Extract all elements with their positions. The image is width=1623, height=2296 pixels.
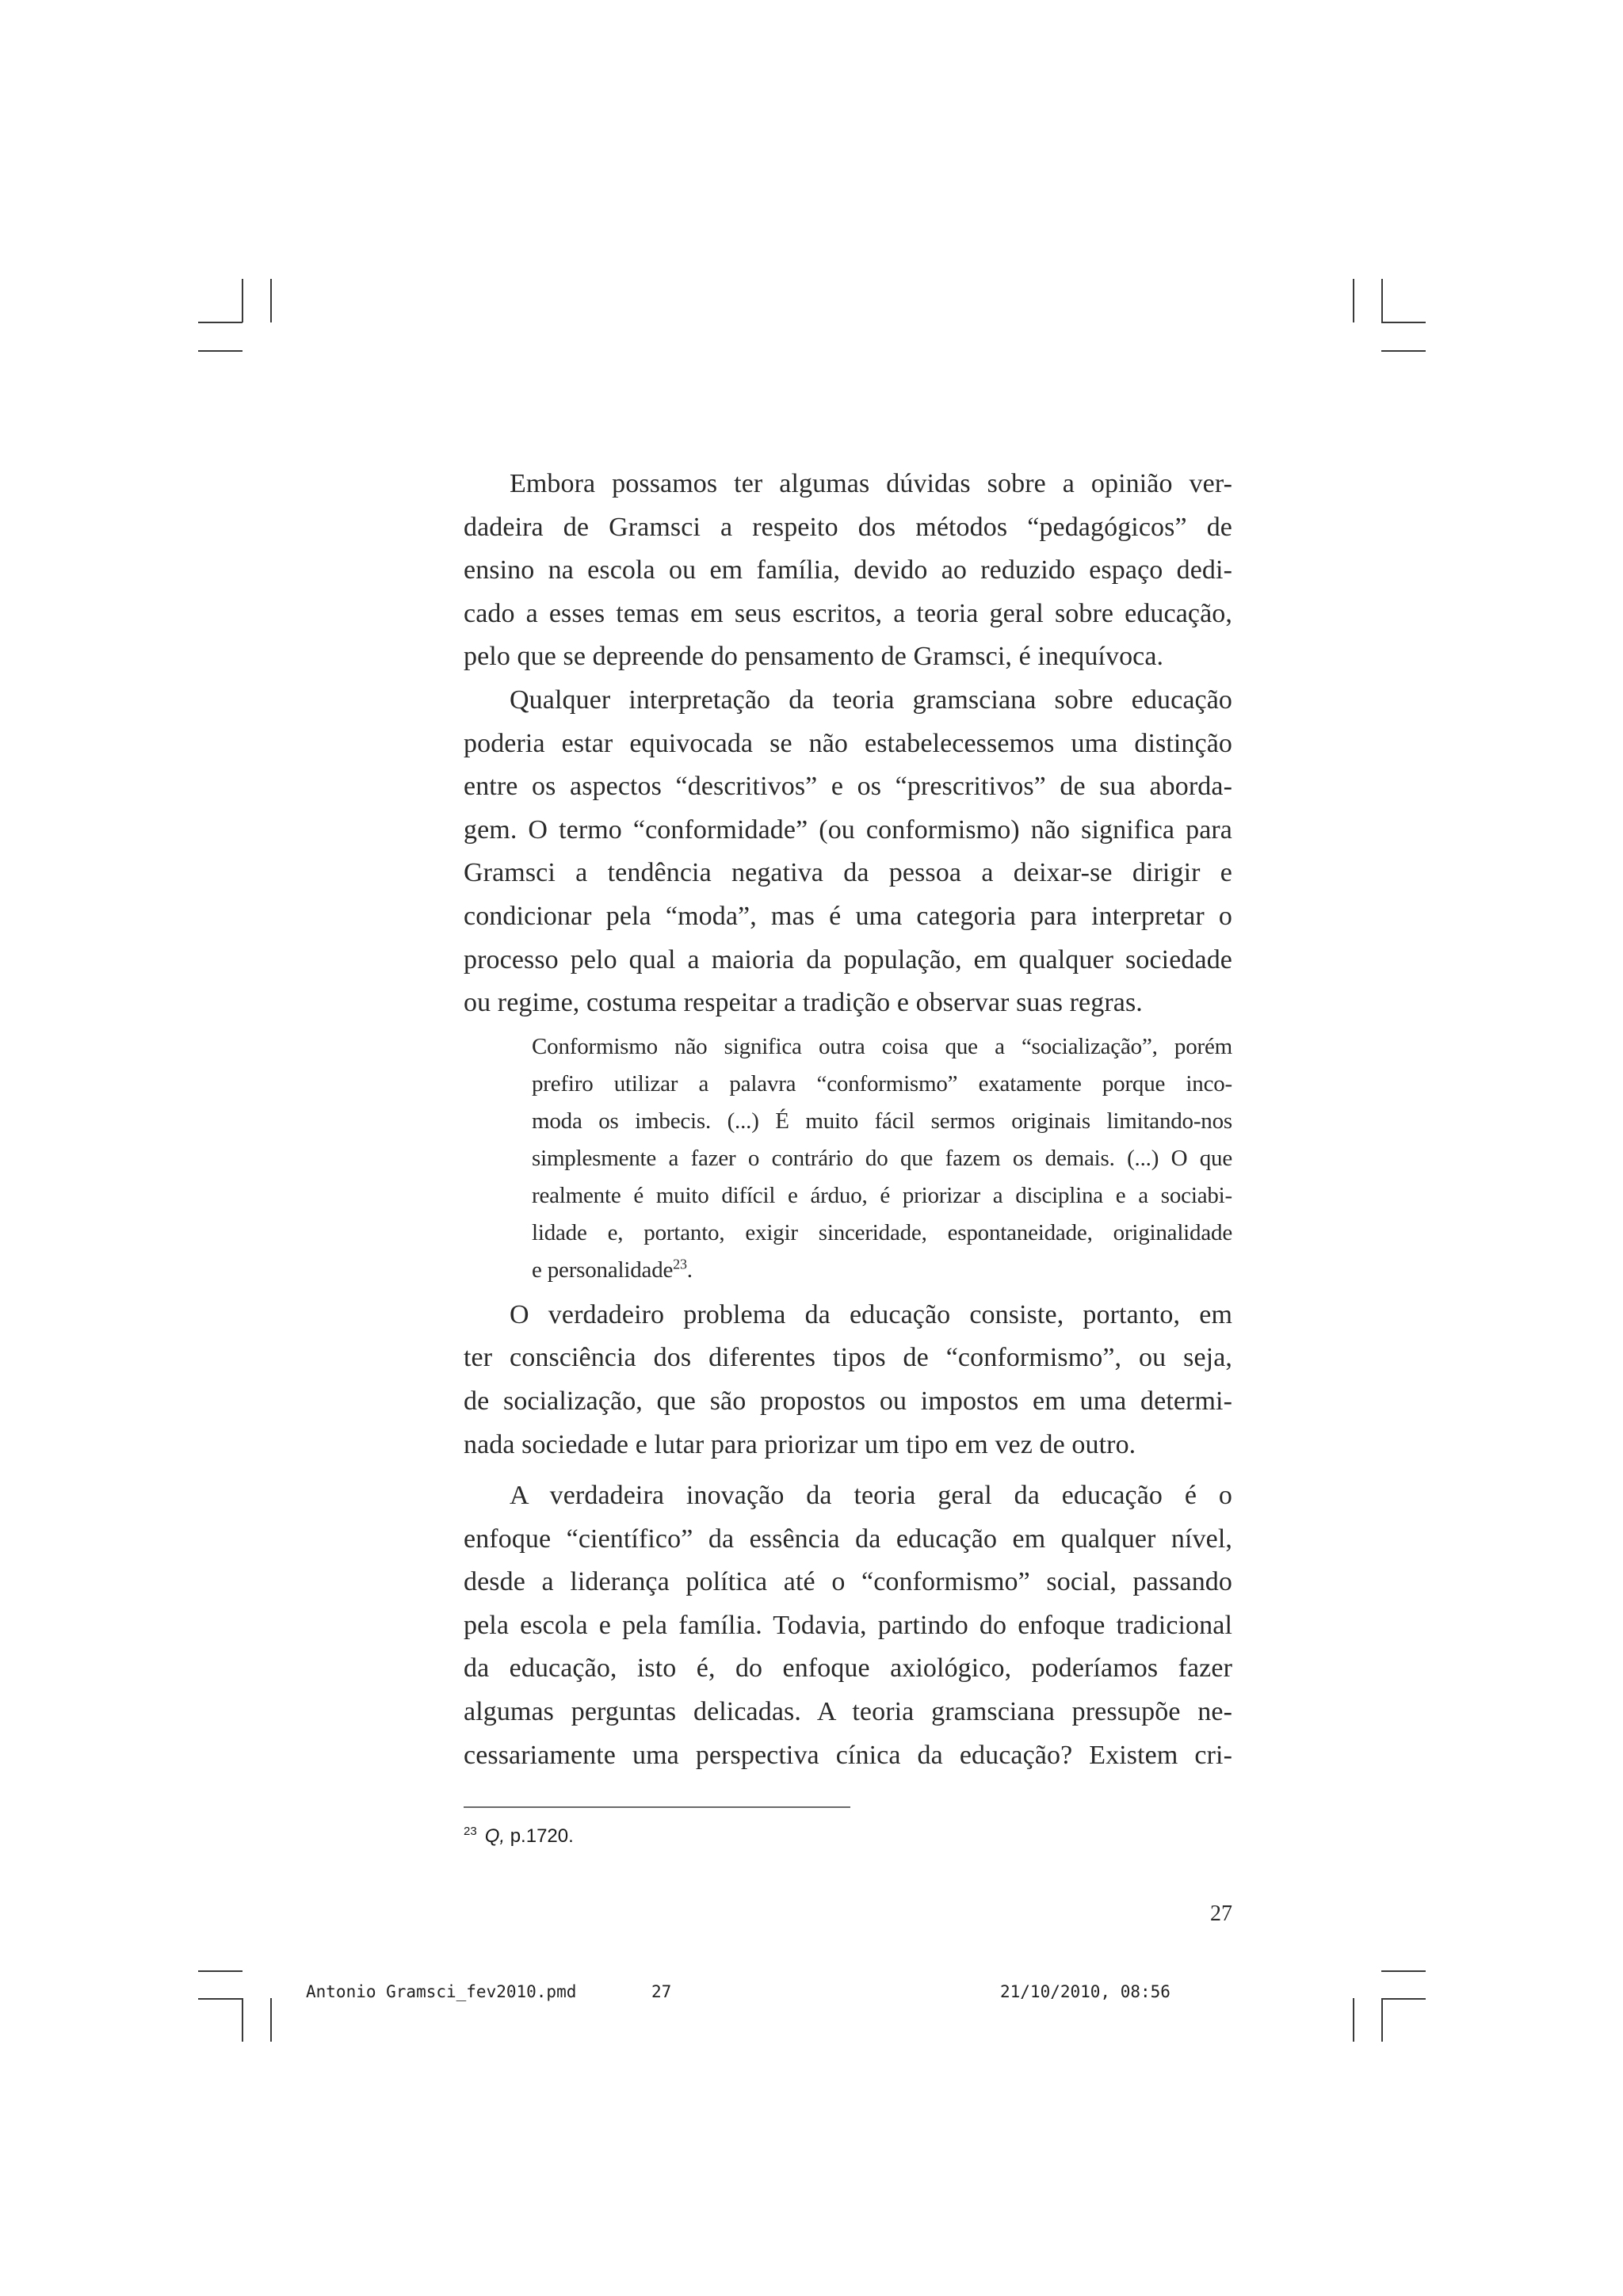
- crop-mark: [270, 279, 272, 322]
- text-line: desde a liderança política até o “conformismo” social, passando: [464, 1567, 1232, 1597]
- crop-mark: [1381, 1970, 1426, 1972]
- crop-mark: [198, 322, 242, 323]
- text-line: Gramsci a tendência negativa da pessoa a deixar-se dirigir e: [464, 858, 1232, 888]
- crop-mark: [1353, 279, 1354, 322]
- text-line: ter consciência dos diferentes tipos de “conformismo”, ou seja,: [464, 1343, 1232, 1373]
- crop-mark: [1381, 1998, 1426, 2000]
- footnote-rule: [464, 1806, 850, 1808]
- text-line: ensino na escola ou em família, devido ao reduzido espaço dedi-: [464, 555, 1232, 585]
- footnote-page: p.1720.: [505, 1825, 574, 1847]
- text-line: nada sociedade e lutar para priorizar um tipo em vez de outro.: [464, 1429, 1136, 1459]
- footnote-source: Q,: [484, 1825, 506, 1847]
- text-line: cado a esses temas em seus escritos, a teoria geral sobre educação,: [464, 598, 1232, 628]
- block-quote: [532, 1025, 1232, 1294]
- text-line: pela escola e pela família. Todavia, partindo do enfoque tradicional: [464, 1610, 1232, 1640]
- paragraph: [464, 1294, 1232, 1466]
- crop-mark: [198, 1998, 242, 2000]
- crop-mark: [242, 279, 243, 322]
- text-line: de socialização, que são propostos ou impostos em uma determi-: [464, 1386, 1232, 1416]
- text-line: A verdadeira inovação da teoria geral da educação é o: [510, 1481, 1232, 1511]
- footnote: [464, 1825, 574, 1848]
- paragraph: [464, 679, 1232, 1025]
- crop-mark: [198, 350, 242, 352]
- text-line: da educação, isto é, do enfoque axiológico, poderíamos fazer: [464, 1653, 1232, 1684]
- crop-mark: [1381, 279, 1383, 322]
- text-line: enfoque “científico” da essência da educação em qualquer nível,: [464, 1524, 1232, 1554]
- footnote-ref: 23: [673, 1256, 687, 1272]
- page-number: 27: [1210, 1901, 1232, 1926]
- paragraph: [464, 1474, 1232, 1777]
- crop-mark: [1381, 350, 1426, 352]
- text-line: dadeira de Gramsci a respeito dos métodos “pedagógicos” de: [464, 512, 1232, 542]
- text-line: Embora possamos ter algumas dúvidas sobre a opinião ver-: [510, 469, 1232, 498]
- text-line: cessariamente uma perspectiva cínica da educação? Existem cri-: [464, 1740, 1232, 1770]
- crop-mark: [198, 1970, 242, 1972]
- text-line: poderia estar equivocada se não estabelecessemos uma distinção: [464, 728, 1232, 758]
- crop-mark: [1353, 1998, 1354, 2042]
- crop-mark: [1381, 322, 1426, 323]
- text-line: ou regime, costuma respeitar a tradição e observar suas regras.: [464, 988, 1143, 1018]
- text-line: Qualquer interpretação da teoria gramsciana sobre educação: [510, 685, 1232, 715]
- crop-mark: [242, 1998, 243, 2042]
- text-line: O verdadeiro problema da educação consiste, portanto, em: [510, 1299, 1232, 1329]
- quote-line: [532, 1252, 1232, 1289]
- crop-mark: [1381, 1998, 1383, 2042]
- text-line: gem. O termo “conformidade” (ou conformismo) não significa para: [464, 814, 1232, 845]
- text-line: algumas perguntas delicadas. A teoria gramsciana pressupõe ne-: [464, 1697, 1232, 1727]
- quote-line: prefiro utilizar a palavra “conformismo” exatamente porque inco-: [532, 1070, 1232, 1097]
- text-line: entre os aspectos “descritivos” e os “prescritivos” de sua aborda-: [464, 772, 1232, 802]
- slug-datetime: 21/10/2010, 08:56: [1000, 1982, 1170, 2001]
- paragraph: [464, 463, 1232, 679]
- crop-mark: [270, 1998, 272, 2042]
- text-line: pelo que se depreende do pensamento de Gramsci, é inequívoca.: [464, 642, 1164, 672]
- slug-page: 27: [651, 1982, 672, 2001]
- body-text: [464, 463, 1232, 1777]
- footnote-number: 23: [464, 1825, 477, 1838]
- quote-line: simplesmente a fazer o contrário do que fazem os demais. (...) O que: [532, 1145, 1232, 1171]
- quote-end-punct: .: [686, 1257, 693, 1283]
- text-line: condicionar pela “moda”, mas é uma categoria para interpretar o: [464, 901, 1232, 931]
- quote-line: Conformismo não significa outra coisa que a “socialização”, porém: [532, 1033, 1232, 1059]
- quote-text: e personalidade: [532, 1257, 674, 1283]
- quote-line: realmente é muito difícil e árduo, é priorizar a disciplina e a sociabi-: [532, 1182, 1232, 1208]
- text-line: processo pelo qual a maioria da população, em qualquer sociedade: [464, 944, 1232, 974]
- quote-line: moda os imbecis. (...) É muito fácil sermos originais limitando-nos: [532, 1108, 1232, 1134]
- quote-line: lidade e, portanto, exigir sinceridade, espontaneidade, originalidade: [532, 1219, 1232, 1245]
- slug-filename: Antonio Gramsci_fev2010.pmd: [306, 1982, 577, 2001]
